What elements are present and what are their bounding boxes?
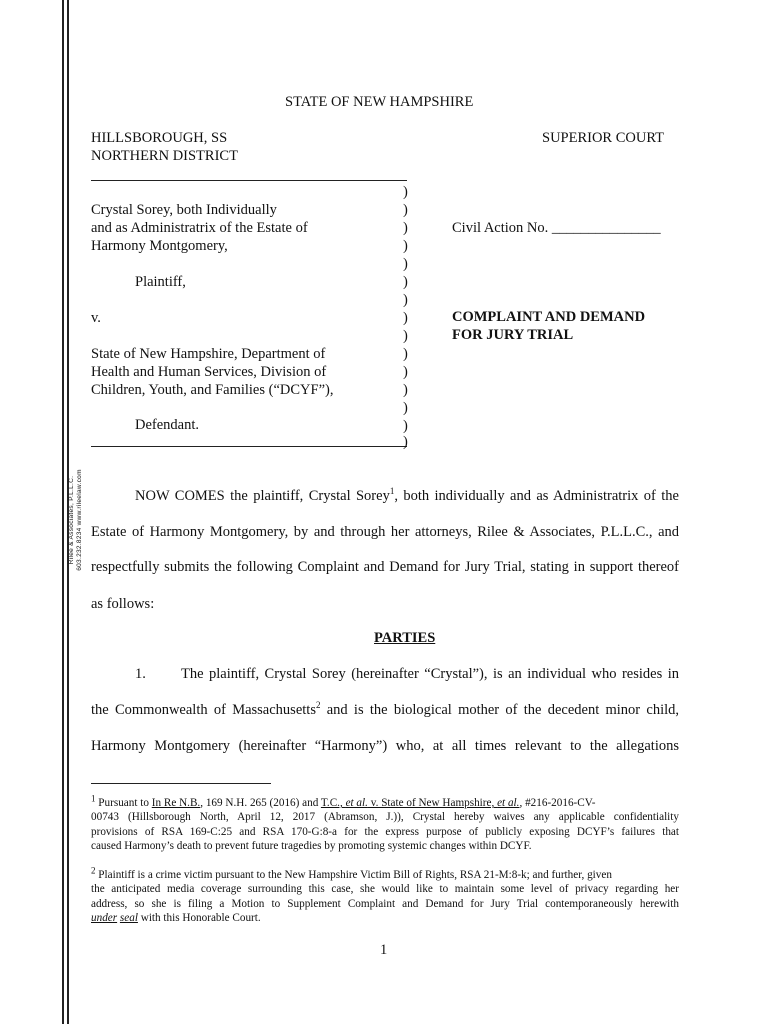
- caption-top-rule: [91, 180, 407, 181]
- defendant-role: Defendant.: [135, 417, 200, 433]
- paren: ): [403, 382, 408, 398]
- defendant-line: State of New Hampshire, Department of: [91, 346, 326, 362]
- footnote-1: $^1$ Pursuant to In Re N.B., 169 N.H. 265 (2016) and T.C., et al. v. State of New Hampshire, et al., #216-2016-CV- 00743 (Hillsborough North, April 12, 2017 (Abramson, J.)), Crystal hereby waives any applicable confidentiality provisions of RSA 169-C:25 and RSA 170-G:8-a for the express purpose of publicly exposing DCYF’s failures that caused Harmony’s death to prevent future tragedies by promoting systemic changes within DCYF.: [91, 793, 679, 853]
- paren: ): [403, 400, 408, 416]
- paren: ): [403, 202, 408, 218]
- state-heading: STATE OF NEW HAMPSHIRE: [285, 94, 474, 110]
- section-heading-parties: PARTIES: [374, 630, 436, 646]
- court-name: SUPERIOR COURT: [542, 130, 664, 146]
- plaintiff-line: Crystal Sorey, both Individually: [91, 202, 277, 218]
- paren: ): [403, 310, 408, 326]
- margin-rule-outer: [62, 0, 64, 1024]
- intro-line: as follows:: [91, 596, 155, 612]
- footnote-ref-2: 2: [315, 700, 321, 711]
- paragraph-number: 1.: [135, 666, 146, 682]
- document-title-line1: COMPLAINT AND DEMAND: [452, 309, 646, 325]
- plaintiff-role: Plaintiff,: [135, 274, 186, 290]
- versus: v.: [91, 310, 101, 326]
- paren: ): [403, 434, 408, 450]
- parties-line: the Commonwealth of Massachusetts$^2$ and is the biological mother of the decedent minor child,: [91, 700, 680, 718]
- footnote-separator: [91, 783, 271, 784]
- paren: ): [403, 238, 408, 254]
- footnote-ref-1: 1: [389, 486, 395, 497]
- defendant-line: Health and Human Services, Division of: [91, 364, 327, 380]
- paren: ): [403, 220, 408, 236]
- paren: ): [403, 328, 408, 344]
- paren: ): [403, 256, 408, 272]
- county: HILLSBOROUGH, SS: [91, 130, 228, 146]
- paren: ): [403, 274, 408, 290]
- paren: ): [403, 418, 408, 434]
- parties-line: Harmony Montgomery (hereinafter “Harmony”) who, at all times relevant to the allegations: [91, 738, 679, 754]
- page-number: 1: [380, 942, 388, 958]
- district: NORTHERN DISTRICT: [91, 148, 238, 164]
- firm-sidebar: [68, 469, 84, 571]
- defendant-line: Children, Youth, and Families (“DCYF”),: [91, 382, 334, 398]
- intro-line: respectfully submits the following Complaint and Demand for Jury Trial, stating in support thereof: [91, 559, 679, 575]
- paren: ): [403, 364, 408, 380]
- firm-name: Rilee & Associates, P.L.L.C.: [68, 475, 75, 565]
- paren: ): [403, 346, 408, 362]
- civil-action-number: Civil Action No. _______________: [452, 220, 661, 236]
- plaintiff-line: Harmony Montgomery,: [91, 238, 228, 254]
- intro-line: Estate of Harmony Montgomery, by and through her attorneys, Rilee & Associates, P.L.L.C., and: [91, 524, 679, 540]
- caption-bottom-rule: [91, 446, 407, 447]
- document-title-line2: FOR JURY TRIAL: [452, 327, 574, 343]
- firm-contact: 603.232.8234 www.rileelaw.com: [76, 469, 83, 571]
- footnote-2: $^2$ Plaintiff is a crime victim pursuant to the New Hampshire Victim Bill of Rights, RSA 21-M:8-k; and further, given the anticipated media coverage surrounding this case, she would like to maintain some level of privacy regarding her address, so she is filing a Motion to Supplement Complaint and Demand for Jury Trial contemporaneously herewith under seal with this Honorable Court.: [91, 865, 679, 925]
- paren: ): [403, 292, 408, 308]
- intro-line: NOW COMES the plaintiff, Crystal Sorey$^1$, both individually and as Administratrix of the: [135, 486, 679, 504]
- parties-line: The plaintiff, Crystal Sorey (hereinafter “Crystal”), is an individual who resides in: [181, 666, 679, 682]
- plaintiff-line: and as Administratrix of the Estate of: [91, 220, 308, 236]
- paren: ): [403, 184, 408, 200]
